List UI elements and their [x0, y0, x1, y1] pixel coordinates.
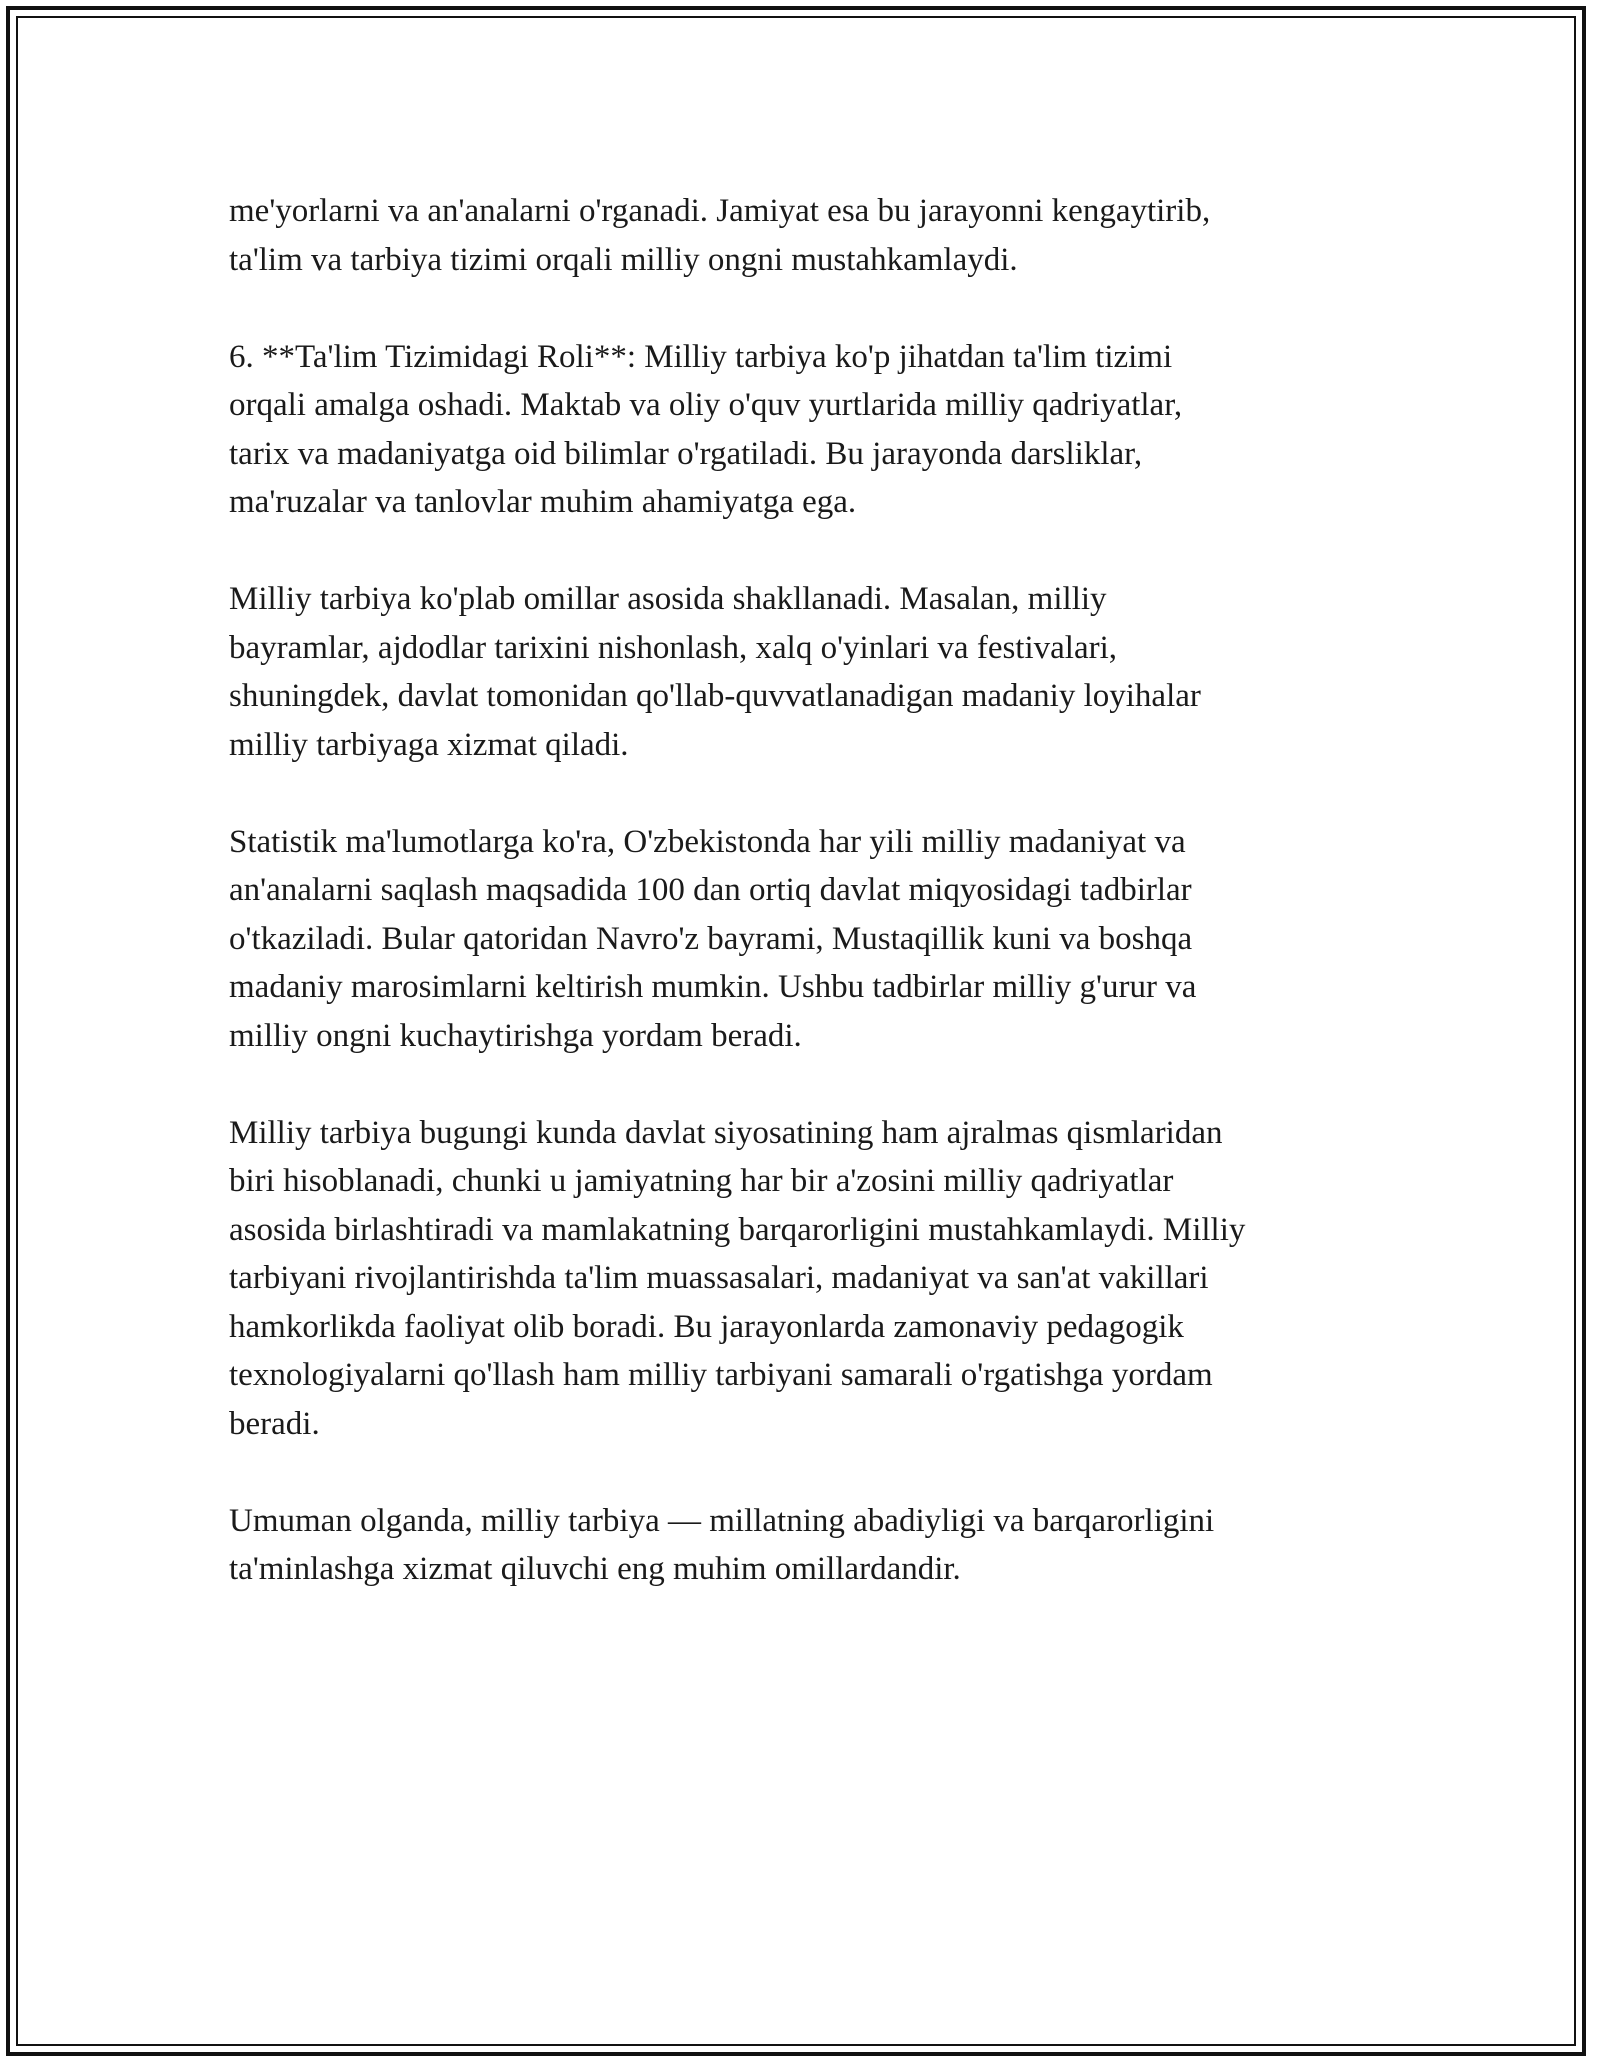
paragraph-6: Umuman olganda, milliy tarbiya — millatning abadiyligi va barqarorligini ta'minlashga xizmat qiluvchi eng muhim omillardandir.: [229, 1502, 1215, 1587]
paragraph-5: Milliy tarbiya bugungi kunda davlat siyosatining ham ajralmas qismlaridan biri hisoblanadi, chunki u jamiyatning har bir a'zosini milliy qadriyatlar asosida birlashtiradi va mamlakatning barqarorligini mustahkamlaydi. Milliy tarbiyani rivojlantirishda ta'lim muassasalari, madaniyat va san'at vakillari hamkorlikda faoliyat olib boradi. Bu jarayonlarda zamonaviy pedagogik texnologiyalarni qo'llash ham milliy tarbiyani samarali o'rgatishga yordam beradi.: [229, 1114, 1246, 1442]
paragraph-2: 6. **Ta'lim Tizimidagi Roli**: Milliy tarbiya ko'p jihatdan ta'lim tizimi orqali amalga oshadi. Maktab va oliy o'quv yurtlarida milliy qadriyatlar, tarix va madaniyatga oid bilimlar o'rgatiladi. Bu jarayonda darsliklar, ma'ruzalar va tanlovlar muhim ahamiyatga ega.: [229, 338, 1183, 520]
paragraph-1: me'yorlarni va an'analarni o'rganadi. Jamiyat esa bu jarayonni kengaytirib, ta'lim va tarbiya tizimi orqali milliy ongni mustahkamlaydi.: [229, 193, 1211, 278]
paragraph-3: Milliy tarbiya ko'plab omillar asosida shakllanadi. Masalan, milliy bayramlar, ajdodlar tarixini nishonlash, xalq o'yinlari va festivalari, shuningdek, davlat tomonidan qo'llab-quvvatlanadigan madaniy loyihalar milliy tarbiyaga xizmat qiladi.: [229, 581, 1201, 763]
document-body: [229, 187, 1379, 1642]
paragraph-4: Statistik ma'lumotlarga ko'ra, O'zbekistonda har yili milliy madaniyat va an'analarni saqlash maqsadida 100 dan ortiq davlat miqyosidagi tadbirlar o'tkaziladi. Bular qatoridan Navro'z bayrami, Mustaqillik kuni va boshqa madaniy marosimlarni keltirish mumkin. Ushbu tadbirlar milliy g'urur va milliy ongni kuchaytirishga yordam beradi.: [229, 823, 1197, 1054]
